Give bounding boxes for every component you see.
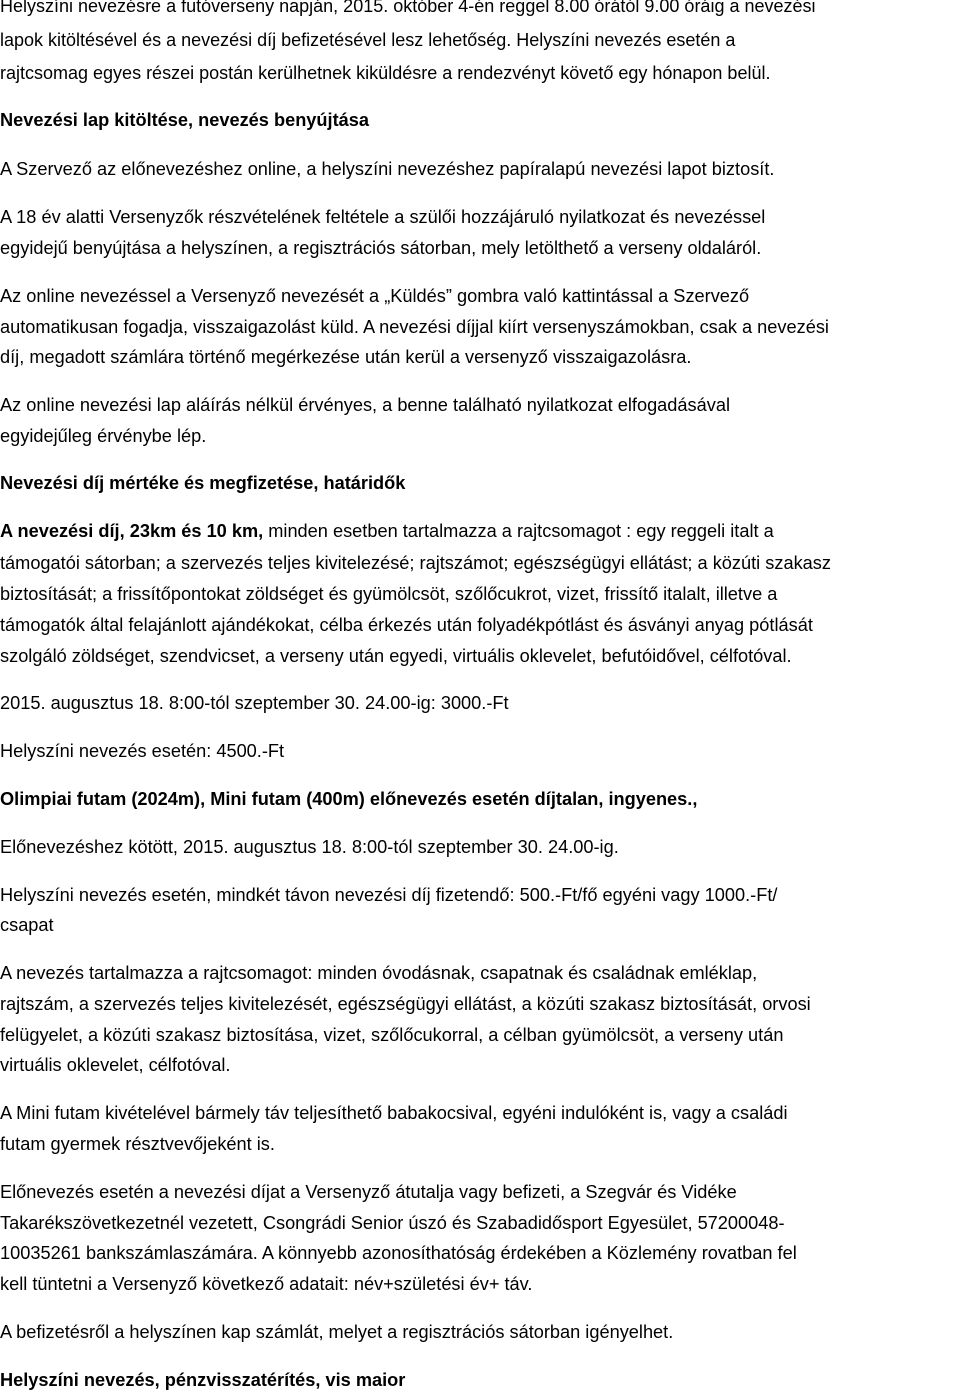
fee-bold-lead: A nevezési díj, 23km és 10 km, [0, 521, 264, 541]
fee-line-1-rest: minden esetben tartalmazza a rajtcsomagot : egy reggeli italt a [263, 521, 774, 541]
payment-line-4: kell tüntetni a Versenyző következő adatait: név+születési év+ táv. [0, 1274, 533, 1294]
paragraph-fee-line-2: támogatói sátorban; a szervezés teljes kivitelezésé; rajtszámot; egészségügyi ellátást; a közúti szakasz [0, 553, 831, 573]
paragraph-entry-form: A Szervező az előnevezéshez online, a helyszíni nevezéshez papíralapú nevezési lapot biztosít. [0, 159, 775, 179]
includes-line-2: rajtszám, a szervezés teljes kivitelezését, egészségügyi ellátást, a közúti szakasz biztosítását, orvosi [0, 994, 811, 1014]
fee-early-line: 2015. augusztus 18. 8:00-tól szeptember 30. 24.00-ig: 3000.-Ft [0, 693, 509, 713]
paragraph-online-line-3: díj, megadott számlára történő megérkezése után kerül a versenyző visszaigazolásra. [0, 347, 692, 367]
paragraph-signature-line-1: Az online nevezési lap aláírás nélkül érvényes, a benne található nyilatkozat elfogadásával [0, 395, 730, 415]
paragraph-minors-line-2: egyidejű benyújtása a helyszínen, a regisztrációs sátorban, mely letölthető a verseny oldaláról. [0, 238, 762, 258]
paragraph-fee-line-4: támogatók által felajánlott ajándékokat, célba érkezés után folyadékpótlást és ásványi anyag pótlását [0, 615, 813, 635]
payment-line-3: 10035261 bankszámlaszámára. A könnyebb azonosíthatóság érdekében a Közlemény rovatban fel [0, 1243, 797, 1263]
section-heading-entry-form: Nevezési lap kitöltése, nevezés benyújtása [0, 110, 369, 130]
intro-line-3: rajtcsomag egyes részei postán kerülhetnek kiküldésre a rendezvényt követő egy hónapon belül. [0, 63, 771, 83]
paragraph-minors-line-1: A 18 év alatti Versenyzők részvételének feltétele a szülői hozzájáruló nyilatkozat és nevezéssel [0, 207, 766, 227]
paragraph-fee-line-5: szolgáló zöldséget, szendvicset, a verseny után egyedi, virtuális oklevelet, befutóidővel, célfotóval. [0, 646, 792, 666]
onsite-fee-line-1: Helyszíni nevezés esetén, mindkét távon nevezési díj fizetendő: 500.-Ft/fő egyéni vagy 1000.-Ft/ [0, 885, 778, 905]
intro-line-1: Helyszíni nevezésre a futóverseny napján, 2015. október 4-én reggel 8.00 órától 9.00 óráig a nevezési [0, 0, 816, 16]
invoice-line: A befizetésről a helyszínen kap számlát, melyet a regisztrációs sátorban igényelhet. [0, 1322, 674, 1342]
section-heading-fees: Nevezési díj mértéke és megfizetése, határidők [0, 473, 406, 493]
intro-line-2: lapok kitöltésével és a nevezési díj befizetésével lesz lehetőség. Helyszíni nevezés esetén a [0, 30, 736, 50]
mini-run-line-1: A Mini futam kivételével bármely táv teljesíthető babakocsival, egyéni indulóként is, vagy a családi [0, 1103, 788, 1123]
onsite-fee-line-2: csapat [0, 915, 54, 935]
includes-line-4: virtuális oklevelet, célfotóval. [0, 1055, 231, 1075]
includes-line-1: A nevezés tartalmazza a rajtcsomagot: minden óvodásnak, csapatnak és családnak emléklap, [0, 963, 758, 983]
section-heading-onsite-refund: Helyszíni nevezés, pénzvisszatérítés, vis maior [0, 1370, 406, 1390]
olympic-mini-run-line: Olimpiai futam (2024m), Mini futam (400m) előnevezés esetén díjtalan, ingyenes., [0, 789, 698, 809]
fee-onsite-line: Helyszíni nevezés esetén: 4500.-Ft [0, 741, 285, 761]
paragraph-fee-line-3: biztosítását; a frissítőpontokat zöldséget és gyümölcsöt, szőlőcukrot, vizet, frissítő italalt, illetve a [0, 584, 778, 604]
paragraph-online-line-1: Az online nevezéssel a Versenyző nevezését a „Küldés” gombra való kattintással a Szervező [0, 286, 750, 306]
pre-registration-line: Előnevezéshez kötött, 2015. augusztus 18. 8:00-tól szeptember 30. 24.00-ig. [0, 837, 619, 857]
paragraph-signature-line-2: egyidejűleg érvénybe lép. [0, 426, 207, 446]
paragraph-online-line-2: automatikusan fogadja, visszaigazolást küld. A nevezési díjjal kiírt versenyszámokban, csak a nevezési [0, 317, 829, 337]
payment-line-1: Előnevezés esetén a nevezési díjat a Versenyző átutalja vagy befizeti, a Szegvár és Vidéke [0, 1182, 737, 1202]
paragraph-fee-line-1 [0, 519, 774, 543]
mini-run-line-2: futam gyermek résztvevőjeként is. [0, 1134, 275, 1154]
includes-line-3: felügyelet, a közúti szakasz biztosítása, vizet, szőlőcukorral, a célban gyümölcsöt, a verseny után [0, 1025, 784, 1045]
payment-line-2: Takarékszövetkezetnél vezetett, Csongrádi Senior úszó és Szabadidősport Egyesület, 57200048- [0, 1213, 785, 1233]
